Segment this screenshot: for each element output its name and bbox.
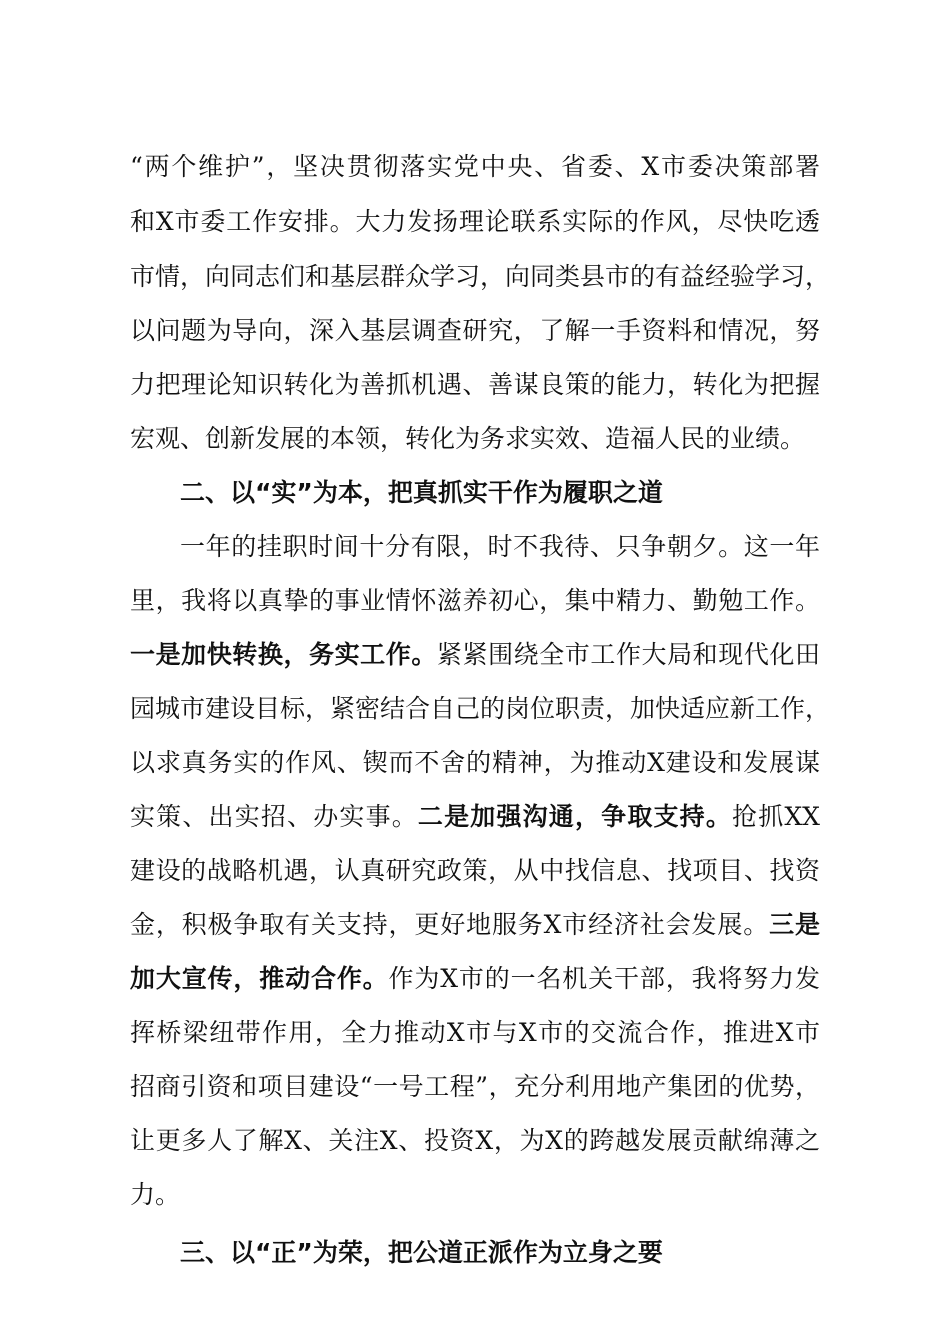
paragraph-line <box>130 964 820 994</box>
line-text: 金，积极争取有关支持，更好地服务X市经济社会发展。 <box>130 910 770 939</box>
section-heading-3: 三、以“正”为荣，把公道正派作为立身之要 <box>180 1238 663 1267</box>
line-text: 抢抓XX <box>732 802 820 831</box>
paragraph-line: 一年的挂职时间十分有限，时不我待、只争朝夕。这一年 <box>180 532 820 561</box>
paragraph-line: 招商引资和项目建设“一号工程”，充分利用地产集团的优势， <box>130 1072 820 1101</box>
paragraph-line: 宏观、创新发展的本领，转化为务求实效、造福人民的业绩。 <box>130 424 806 453</box>
paragraph-line <box>130 910 820 940</box>
paragraph-line: 以问题为导向，深入基层调查研究，了解一手资料和情况，努 <box>130 316 820 345</box>
paragraph-line <box>130 802 820 832</box>
section-heading-2: 二、以“实”为本，把真抓实干作为履职之道 <box>180 478 663 507</box>
paragraph-line: “两个维护”，坚决贯彻落实党中央、省委、X市委决策部署 <box>130 152 820 181</box>
paragraph-line: 建设的战略机遇，认真研究政策，从中找信息、找项目、找资 <box>130 856 820 885</box>
paragraph-line: 力。 <box>130 1180 181 1209</box>
line-text: 实策、出实招、办实事。 <box>130 802 418 831</box>
paragraph-line: 挥桥梁纽带作用，全力推动X市与X市的交流合作，推进X市 <box>130 1018 820 1047</box>
bold-lead: 一是加快转换，务实工作。 <box>130 640 437 669</box>
bold-lead: 三是 <box>769 910 820 939</box>
paragraph-line: 以求真务实的作风、锲而不舍的精神，为推动X建设和发展谋 <box>130 748 820 777</box>
line-text: 作为X市的一名机关干部，我将努力发 <box>388 964 820 993</box>
paragraph-line: 园城市建设目标，紧密结合自己的岗位职责，加快适应新工作， <box>130 694 831 723</box>
line-text: 紧紧围绕全市工作大局和现代化田 <box>436 640 820 669</box>
paragraph-line: 力把理论知识转化为善抓机遇、善谋良策的能力，转化为把握 <box>130 370 820 399</box>
paragraph-line: 让更多人了解X、关注X、投资X，为X的跨越发展贡献绵薄之 <box>130 1126 820 1155</box>
bold-lead: 二是加强沟通，争取支持。 <box>417 802 733 831</box>
paragraph-line: 里，我将以真挚的事业情怀滋养初心，集中精力、勤勉工作。 <box>130 586 820 615</box>
paragraph-line <box>130 640 820 670</box>
paragraph-line: 和X市委工作安排。大力发扬理论联系实际的作风，尽快吃透 <box>130 207 820 236</box>
paragraph-line: 市情，向同志们和基层群众学习，向同类县市的有益经验学习， <box>130 262 831 291</box>
bold-lead: 加大宣传，推动合作。 <box>130 964 389 993</box>
